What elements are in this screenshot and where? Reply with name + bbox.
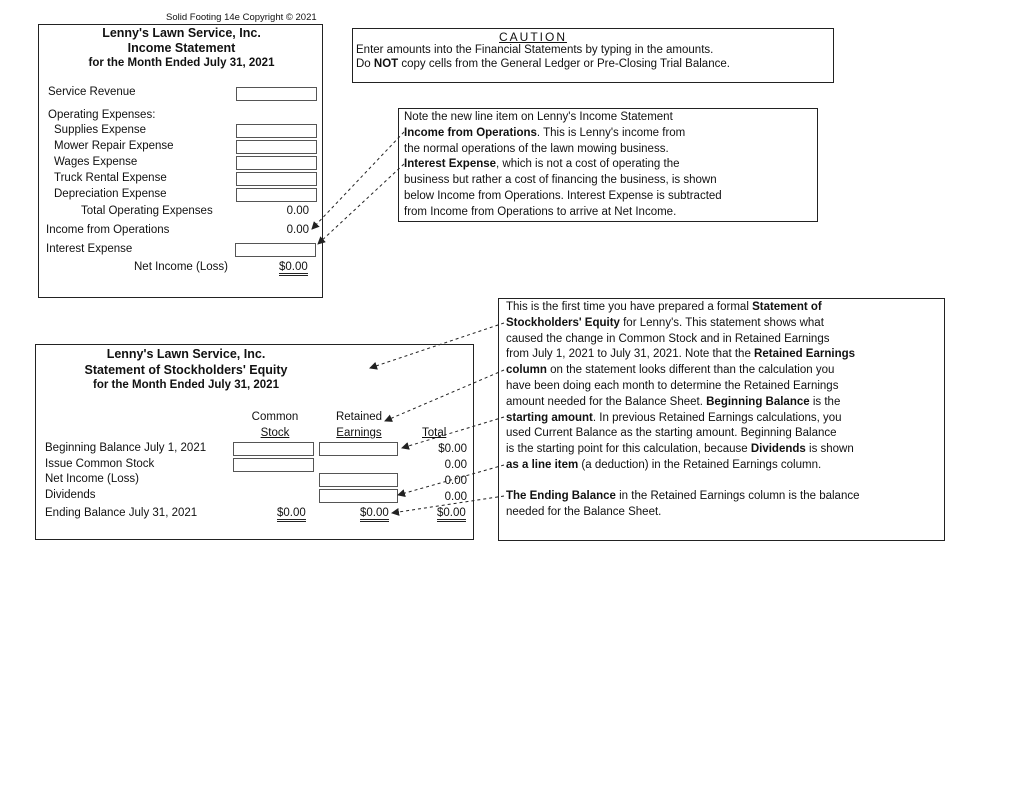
arrow-to-income-from-operations [312, 132, 404, 229]
beginning-balance-label: Beginning Balance July 1, 2021 [45, 442, 207, 454]
mower-repair-expense-input[interactable] [236, 140, 317, 154]
col-retained-earnings-header-2: Earnings [336, 427, 382, 439]
caution-box [352, 28, 834, 83]
beginning-retained-earnings-input[interactable] [319, 442, 398, 456]
caution-line-2: Do NOT copy cells from the General Ledger or Pre-Closing Trial Balance. [356, 58, 730, 70]
col-common-stock-header: Common [251, 411, 299, 423]
service-revenue-input[interactable] [236, 87, 317, 101]
equity-company-name: Lenny's Lawn Service, Inc. [106, 347, 266, 361]
note-equity-line: Stockholders' Equity for Lenny's. This statement shows what [506, 316, 824, 329]
note-equity-line: The Ending Balance in the Retained Earnings column is the balance [506, 489, 860, 502]
issue-common-stock-input[interactable] [233, 458, 314, 472]
depreciation-expense-input[interactable] [236, 188, 317, 202]
depreciation-expense-label: Depreciation Expense [54, 188, 167, 200]
income-company-name: Lenny's Lawn Service, Inc. [102, 26, 261, 40]
truck-rental-expense-label: Truck Rental Expense [54, 172, 167, 184]
note-equity-line: This is the first time you have prepared a formal Statement of [506, 301, 822, 313]
caution-line-1: Enter amounts into the Financial Statements by typing in the amounts. [356, 44, 714, 56]
interest-expense-input[interactable] [235, 243, 316, 257]
service-revenue-label: Service Revenue [48, 86, 136, 98]
note-income-line: Interest Expense, which is not a cost of operating the [404, 158, 680, 171]
col-retained-earnings-header: Retained [335, 411, 383, 423]
income-statement-title: Income Statement [127, 41, 236, 55]
income-from-operations-label: Income from Operations [46, 224, 170, 236]
total-operating-expenses-label: Total Operating Expenses [81, 205, 213, 217]
arrow-to-interest-expense [318, 164, 404, 244]
interest-expense-label: Interest Expense [46, 243, 133, 255]
supplies-expense-input[interactable] [236, 124, 317, 138]
wages-expense-input[interactable] [236, 156, 317, 170]
dividends-label: Dividends [45, 489, 96, 501]
equity-statement-period: for the Month Ended July 31, 2021 [93, 379, 279, 391]
note-income-line: business but rather a cost of financing the business, is shown [404, 174, 717, 187]
note-equity-line: column on the statement looks different than the calculation you [506, 364, 835, 377]
issue-common-stock-total: 0.00 [444, 459, 467, 471]
supplies-expense-label: Supplies Expense [54, 124, 147, 136]
income-statement-note [398, 108, 818, 222]
total-operating-expenses-value: 0.00 [286, 205, 309, 217]
ending-balance-label: Ending Balance July 31, 2021 [45, 507, 198, 519]
note-equity-line: caused the change in Common Stock and in Retained Earnings [506, 332, 830, 345]
note-equity-line: amount needed for the Balance Sheet. Beginning Balance is the [506, 395, 841, 408]
note-equity-line: needed for the Balance Sheet. [506, 505, 662, 518]
income-statement-period: for the Month Ended July 31, 2021 [88, 57, 275, 69]
col-common-stock-header-2: Stock [260, 427, 290, 439]
wages-expense-label: Wages Expense [54, 156, 138, 168]
ending-retained-earnings-value: $0.00 [360, 507, 389, 522]
dividends-total: 0.00 [444, 491, 467, 503]
equity-statement-title: Statement of Stockholders' Equity [84, 363, 288, 377]
copyright-notice: Solid Footing 14e Copyright © 2021 [166, 12, 317, 23]
truck-rental-expense-input[interactable] [236, 172, 317, 186]
income-statement-panel [38, 24, 323, 298]
mower-repair-expense-label: Mower Repair Expense [54, 140, 174, 152]
note-equity-line: as a line item (a deduction) in the Retained Earnings column. [506, 458, 822, 471]
dividends-retained-earnings-input[interactable] [319, 489, 398, 503]
note-equity-line: is the starting point for this calculation, because Dividends is shown [506, 443, 854, 456]
note-equity-line: have been doing each month to determine the Retained Earnings [506, 379, 839, 392]
net-income-label: Net Income (Loss) [134, 261, 228, 273]
note-income-line: below Income from Operations. Interest Expense is subtracted [404, 189, 722, 202]
equity-statement-panel [35, 344, 474, 540]
beginning-balance-total: $0.00 [438, 443, 467, 455]
note-income-line: the normal operations of the lawn mowing business. [404, 142, 669, 155]
net-income-value: $0.00 [279, 261, 308, 276]
beginning-common-stock-input[interactable] [233, 442, 314, 456]
note-income-line: Note the new line item on Lenny's Income Statement [404, 111, 673, 123]
note-equity-line: used Current Balance as the starting amount. Beginning Balance [506, 427, 837, 440]
net-income-total: 0.00 [444, 475, 467, 487]
issue-common-stock-label: Issue Common Stock [45, 458, 155, 470]
net-income-retained-earnings-input[interactable] [319, 473, 398, 487]
income-from-operations-value: 0.00 [286, 224, 309, 236]
note-equity-line: starting amount. In previous Retained Earnings calculations, you [506, 411, 842, 424]
col-total-header: Total [422, 427, 447, 439]
equity-statement-note [498, 298, 945, 541]
note-income-line: Income from Operations. This is Lenny's income from [404, 126, 686, 139]
equity-net-income-label: Net Income (Loss) [45, 473, 139, 485]
caution-title: CAUTION [499, 30, 567, 44]
ending-balance-total: $0.00 [437, 507, 466, 522]
operating-expenses-label: Operating Expenses: [48, 109, 156, 121]
note-equity-line: from July 1, 2021 to July 31, 2021. Note that the Retained Earnings [506, 348, 856, 361]
ending-common-stock-value: $0.00 [277, 507, 306, 522]
note-income-line: from Income from Operations to arrive at Net Income. [404, 205, 677, 218]
